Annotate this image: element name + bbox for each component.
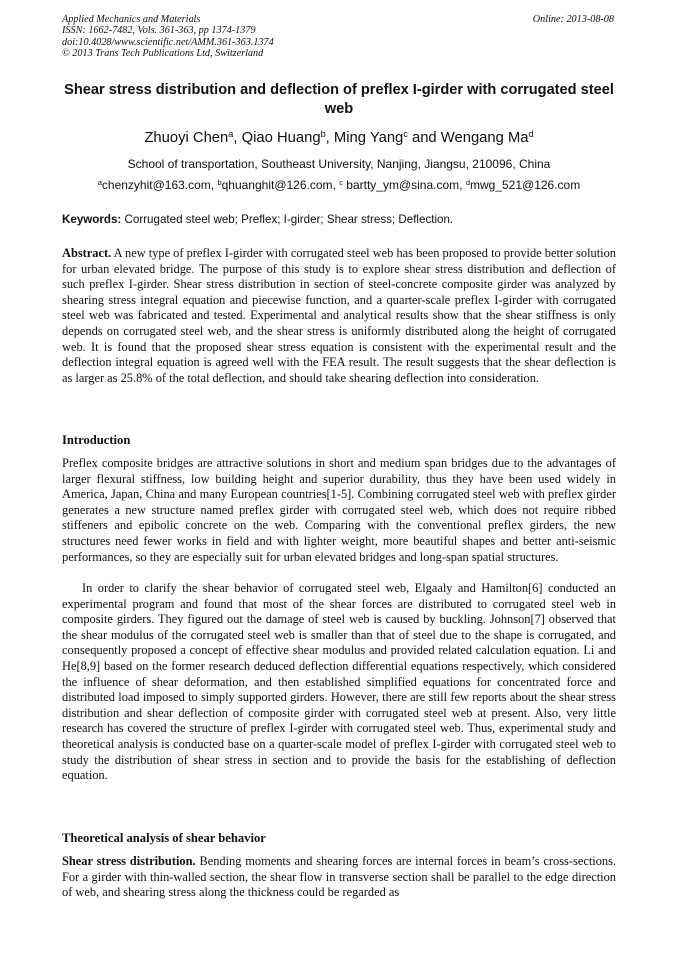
email-address: bartty_ym@sina.com <box>346 178 460 192</box>
paper-title: Shear stress distribution and deflection of preflex I-girder with corrugated steel web <box>64 82 614 117</box>
author-separator: , <box>325 130 334 146</box>
author-name: Zhuoyi Chen <box>144 130 229 146</box>
email-address: mwg_521@126.com <box>469 178 581 192</box>
author-name: Ming Yang <box>333 130 404 146</box>
email-mark: b <box>217 177 222 187</box>
email-mark: d <box>465 177 470 187</box>
abstract-text: A new type of preflex I-girder with corrugated steel web has been proposed to provide better solution for urban elevated bridge. The purpose of this study is to explore shear stress distribution and deflection of such preflex I-girder. Shear stress distribution in section of steel-concrete composite girder was analyzed by shearing stress integral equation and piecewise function, and a quarter-scale preflex I-girder with corrugated steel web was fabricated and tested. Experimental and analytical results show that the shear stiffness is only depends on corrugated steel web, and the shear stress is uniformly distributed along the height of corrugated web. It is found that the proposed shear stress equation is consistent with the experimental result and the deflection integral equation is agreed well with the FEA result. The result suggests that the shear deflection is as larger as 25.8% of the total deflection, and should take shearing deflection into consideration. <box>62 246 616 385</box>
keywords-text: Corrugated steel web; Preflex; I-girder; Shear stress; Deflection. <box>124 213 454 226</box>
email-mark: a <box>97 177 102 187</box>
author-mark: a <box>228 128 234 139</box>
author-name: Qiao Huang <box>241 130 321 146</box>
keywords <box>62 212 616 228</box>
online-date: Online: 2013-08-08 <box>532 14 614 25</box>
subsection-runin-heading: Shear stress distribution. <box>62 854 196 868</box>
keywords-label: Keywords: <box>62 213 122 226</box>
abstract-label: Abstract. <box>62 246 112 260</box>
author-separator: and <box>407 130 441 146</box>
theory-paragraph <box>62 854 616 901</box>
section-heading-introduction: Introduction <box>62 433 131 447</box>
journal-header <box>62 14 274 59</box>
email-address: qhuanghit@126.com <box>221 178 333 192</box>
email-mark: c <box>339 177 343 187</box>
theory-text: Bending moments and shearing forces are internal forces in beam’s cross-sections. For a girder with thin-walled section, the shear flow in transverse section shall be parallel to the edge direction of web, and shearing stress along the thickness could be regarded as <box>62 854 617 900</box>
issn-line: ISSN: 1662-7482, Vols. 361-363, pp 1374-1379 <box>62 25 256 37</box>
intro-paragraph: Preflex composite bridges are attractive solutions in short and medium span bridges due to the advantages of larger flexural stiffness, low building height and superior durability, thus they have been used widely in America, Japan, China and many European countries[1-5]. Combining corrugated steel web with preflex girder generates a new structure named preflex girder with corrugated steel web, which does not require ribbed stiffeners and epibolic concrete on the web. Comparing with the conventional preflex girders, the new structures need fewer works in field and with lighter weight, more beautiful shapes and better anti-seismic performances, so they are especially suit for urban elevated bridges and long-span spatial structures. <box>62 456 616 564</box>
author-separator: , <box>233 130 242 146</box>
author-name: Wengang Ma <box>440 130 529 146</box>
section-heading-theory: Theoretical analysis of shear behavior <box>62 831 266 845</box>
email-list: $^a$chenzyhit@163.com, $^b$qhuanghit@126.com, $^c$ bartty_ym@sina.com, $^d$mwg_521@126.com <box>97 177 581 192</box>
email-address: chenzyhit@163.com <box>101 178 211 192</box>
journal-name: Applied Mechanics and Materials <box>62 14 201 25</box>
author-mark: d <box>528 128 534 139</box>
affiliation: School of transportation, Southeast University, Nanjing, Jiangsu, 210096, China <box>127 157 551 171</box>
author-list <box>62 128 616 148</box>
intro-paragraph: In order to clarify the shear behavior of corrugated steel web, Elgaaly and Hamilton[6] conducted an experimental program and found that most of the shear forces are distributed to corrugated steel web in composite girders. They figured out the damage of steel web is caused by buckling. Johnson[7] observed that the shear modulus of the corrugated steel web is smaller than that of steel due to the shape is corrugated, and consequently proposed a concept of effective shear modulus and provided related calculation equation. Li and He[8,9] based on the former research deduced deflection differential equations respectively, which considered the influence of shear deformation, and then established simplified equations for concentrated force and distributed load imposed to simply supported girders. However, there are still few reports about the shear stress distribution and shear deflection of composite girder with corrugated steel web at present. Also, very little research has covered the structure of preflex I-girder with corrugated steel web. Thus, experimental study and theoretical analysis is conducted base on a quarter-scale model of preflex I-girder with corrugated steel web to study the distribution of shear stress in section and to provide the basis for the establishing of deflection equation. <box>62 581 616 783</box>
copyright-line: © 2013 Trans Tech Publications Ltd, Switzerland <box>62 47 264 59</box>
abstract <box>62 246 616 386</box>
doi-line: doi:10.4028/www.scientific.net/AMM.361-363.1374 <box>62 36 274 48</box>
author-mark: b <box>320 128 326 139</box>
author-mark: c <box>403 128 408 139</box>
